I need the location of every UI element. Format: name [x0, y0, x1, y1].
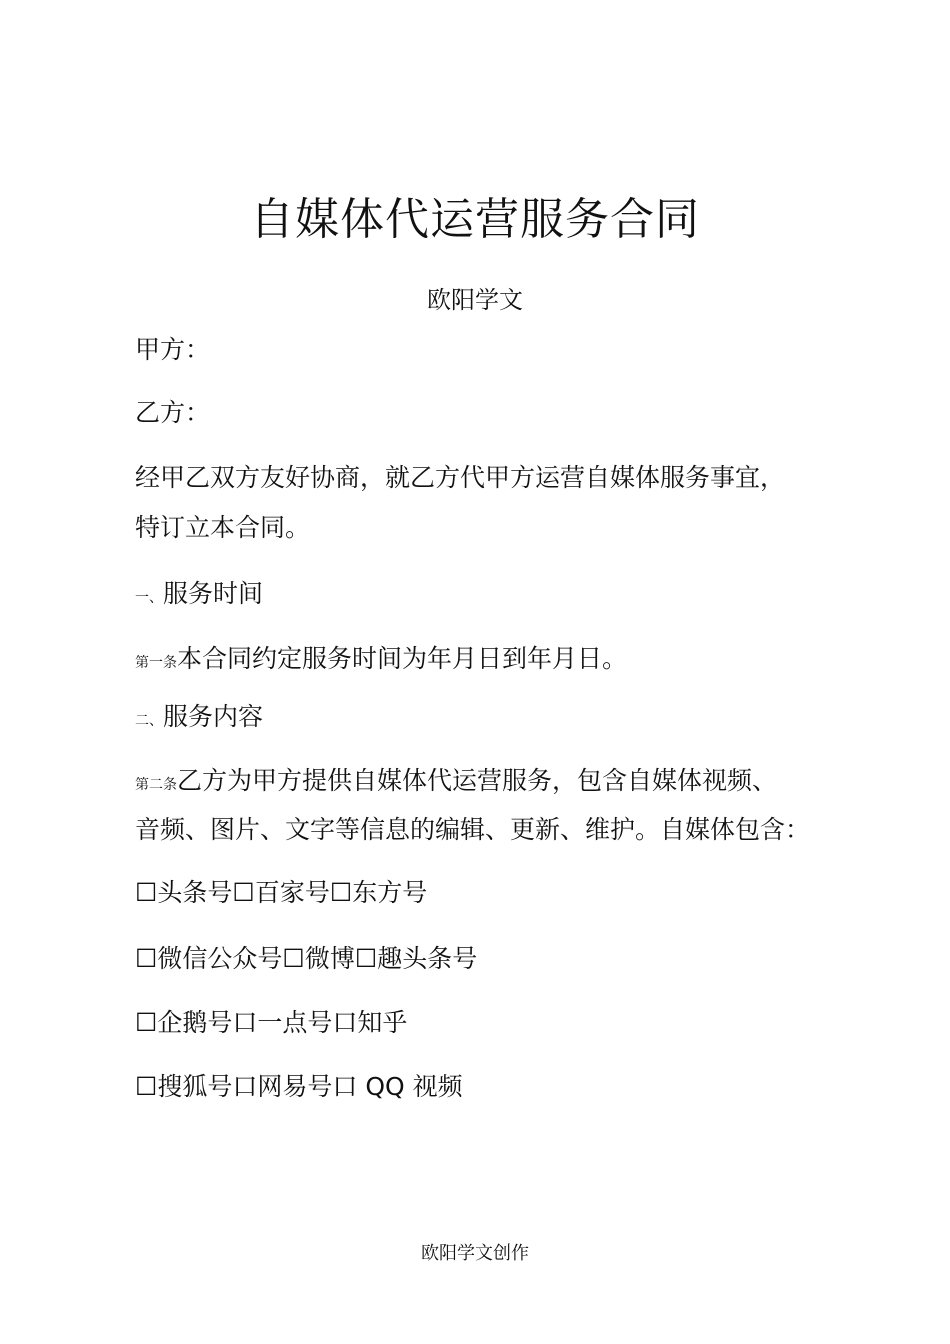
article-1-prefix: 第一条: [135, 655, 177, 671]
platform-option-row-1: ☐头条号☐百家号☐东方号: [135, 878, 428, 907]
section-1-heading: [135, 581, 263, 606]
party-a-label: 甲方：: [135, 335, 211, 364]
article-1-text: 本合同约定服务时间为年月日到年月日。: [177, 644, 628, 673]
preamble-line-2: 特订立本合同。: [135, 513, 311, 542]
article-1: [135, 646, 627, 671]
article-2-text-1: 乙方为甲方提供自媒体代运营服务，包含自媒体视频、: [177, 766, 778, 795]
section-2-prefix: 二、: [135, 713, 163, 729]
section-1-title: 服务时间: [163, 579, 264, 608]
article-2-prefix: 第二条: [135, 777, 177, 793]
preamble-line-1: 经甲乙双方友好协商，就乙方代甲方运营自媒体服务事宜，: [135, 463, 786, 492]
article-2-line-2: 音频、图片、文字等信息的编辑、更新、维护。自媒体包含：: [135, 815, 811, 844]
party-b-label: 乙方：: [135, 398, 211, 427]
platform-option-row-4: ☐搜狐号口网易号口 QQ 视频: [135, 1072, 463, 1101]
document-author: 欧阳学文: [427, 286, 523, 314]
section-2-title: 服务内容: [163, 702, 264, 731]
section-1-prefix: 一、: [135, 590, 163, 606]
document-title: 自媒体代运营服务合同: [250, 194, 700, 245]
section-2-heading: [135, 704, 263, 729]
platform-option-row-2: ☐微信公众号☐微博☐趣头条号: [135, 944, 478, 973]
page-footer: 欧阳学文创作: [421, 1243, 529, 1264]
article-2-line-1: [135, 768, 777, 793]
platform-option-row-3: ☐企鹅号口一点号口知乎: [135, 1008, 408, 1037]
